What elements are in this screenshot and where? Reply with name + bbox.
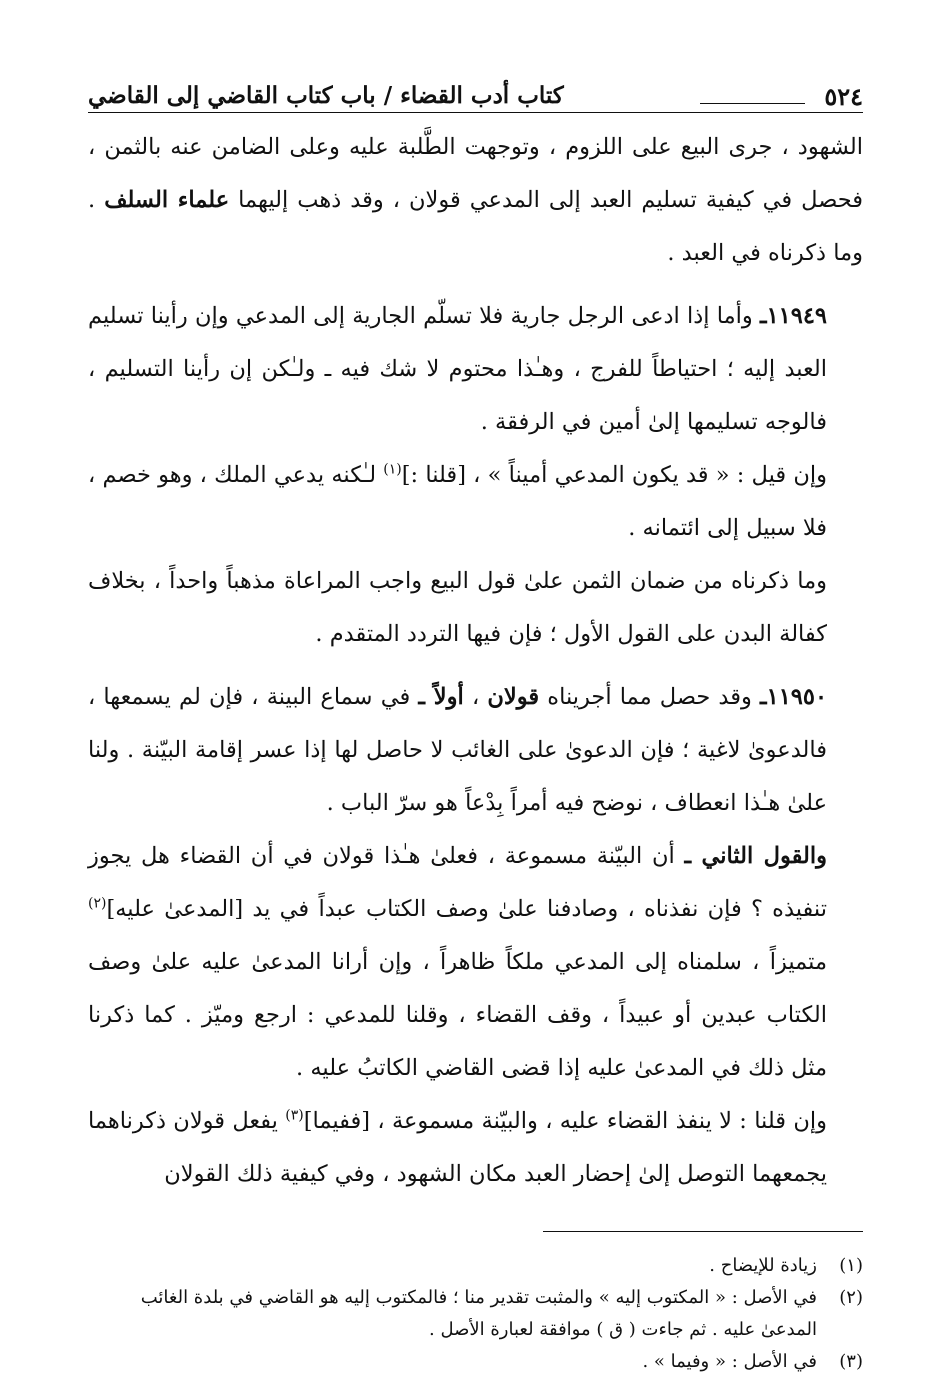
footnote-mark: (٣): [839, 1351, 863, 1372]
paragraph-text: متميزاً ، سلمناه إلى المدعي ملكاً ظاهراً ، وإن أرانا المدعىٰ عليه علىٰ وصف الكتاب عبدين أو عبيداً ، وقف القضاء ، وقلنا للمدعي : ارجع وميّز . كما ذكرنا مثل ذلك في المدعىٰ عليه إذا قضى القاضي الكاتبُ عليه .: [88, 949, 827, 1081]
running-title: كتاب أدب القضاء / باب كتاب القاضي إلى القاضي: [88, 82, 564, 109]
footnotes: [88, 1250, 863, 1378]
paragraph-4: [88, 555, 863, 661]
footnote-text: في الأصل : « المكتوب إليه » والمثبت تقدير منا ؛ فالمكتوب إليه هو القاضي في بلدة الغائب المدعىٰ عليه . ثم جاءت ( ق ) موافقة لعبارة الأصل .: [140, 1287, 817, 1340]
footnote-item: [88, 1282, 863, 1346]
paragraph-7: [88, 1095, 863, 1201]
paragraph-text: وقد حصل مما أجريناه: [547, 684, 752, 710]
paragraph-3: [88, 449, 863, 555]
footnote-item: [88, 1346, 863, 1378]
paragraph-text: وأما إذا ادعى الرجل جارية فلا تسلّم الجارية إلى المدعي وإن رأينا تسليم العبد إليه ؛ احتياطاً للفرج ، وهـٰذا محتوم لا شك فيه ـ ولـٰكن إن رأينا التسليم ، فالوجه تسليمها إلىٰ أمين في الرفقة .: [88, 303, 827, 435]
paragraph-text: الشهود ، جرى البيع على اللزوم ، وتوجهت الطَّلبة عليه وعلى الضامن عنه بالثمن ، فحصل في كيفية تسليم العبد إلى المدعي قولان ، وقد ذهب إليهما: [88, 134, 864, 213]
paragraph-text: يفعل قولان ذكرناهما يجمعهما التوصل إلىٰ إحضار العبد مكان الشهود ، وفي كيفية ذلك القولان: [88, 1108, 827, 1187]
footnote-ref[interactable]: (٢): [88, 895, 107, 912]
paragraph-text: وما ذكرناه من ضمان الثمن علىٰ قول البيع واجب المراعاة مذهباً واحداً ، بخلاف كفالة البدن على القول الأول ؛ فإن فيها التردد المتقدم .: [88, 568, 827, 647]
footnote-mark: (٢): [839, 1287, 863, 1308]
footnote-mark: (١): [839, 1255, 863, 1276]
book-page: [88, 72, 863, 1378]
paragraph-text: أن البيّنة مسموعة ، فعلىٰ هـٰذا قولان في أن القضاء هل يجوز تنفيذه ؟ فإن نفذناه ، وصادفنا علىٰ وصف الكتاب عبداً في يد [المدعىٰ عليه]: [88, 843, 827, 922]
paragraph-6: [88, 830, 863, 1095]
issue-number: ١١٩٥٠ـ: [760, 684, 828, 710]
bold-term: علماء السلف: [104, 187, 230, 213]
paragraph-1: [88, 121, 863, 280]
page-number: ٥٢٤: [824, 82, 863, 111]
issue-number: ١١٩٤٩ـ: [759, 303, 827, 329]
footnote-item: [88, 1250, 863, 1282]
paragraph-2: [88, 290, 863, 449]
paragraph-5: [88, 671, 863, 830]
paragraph-text: في سماع البينة ، فإن لم يسمعها ، فالدعوىٰ لاغية ؛ فإن الدعوىٰ على الغائب لا حاصل لها إذا عسر إقامة البيّنة . ولنا علىٰ هـٰذا انعطاف ، نوضح فيه أمراً بِدْعاً هو سرّ الباب .: [88, 684, 827, 816]
footnote-text: في الأصل : « وفيما » .: [642, 1351, 817, 1372]
paragraph-text: ،: [471, 684, 480, 710]
footnote-ref[interactable]: (٣): [285, 1107, 304, 1124]
paragraph-text: وإن قلنا : لا ينفذ القضاء عليه ، والبيّنة مسموعة ، [ففيما]: [303, 1108, 828, 1134]
header-dash-rule: [700, 103, 805, 104]
paragraph-text: . وما ذكرناه في العبد .: [88, 187, 863, 266]
footnote-ref[interactable]: (١): [383, 461, 402, 478]
running-header: [88, 72, 863, 113]
paragraph-text: لـٰكنه يدعي الملك ، وهو خصم ، فلا سبيل إلى ائتمانه .: [88, 462, 827, 541]
bold-term: والقول الثاني ـ: [684, 843, 827, 869]
bold-term: أولاً ـ: [418, 684, 464, 710]
paragraph-text: وإن قيل : « قد يكون المدعي أميناً » ، [قلنا :]: [401, 462, 827, 488]
bold-term: قولان: [487, 684, 540, 710]
footnote-separator: [543, 1231, 863, 1232]
footnote-text: زيادة للإيضاح .: [709, 1255, 817, 1276]
